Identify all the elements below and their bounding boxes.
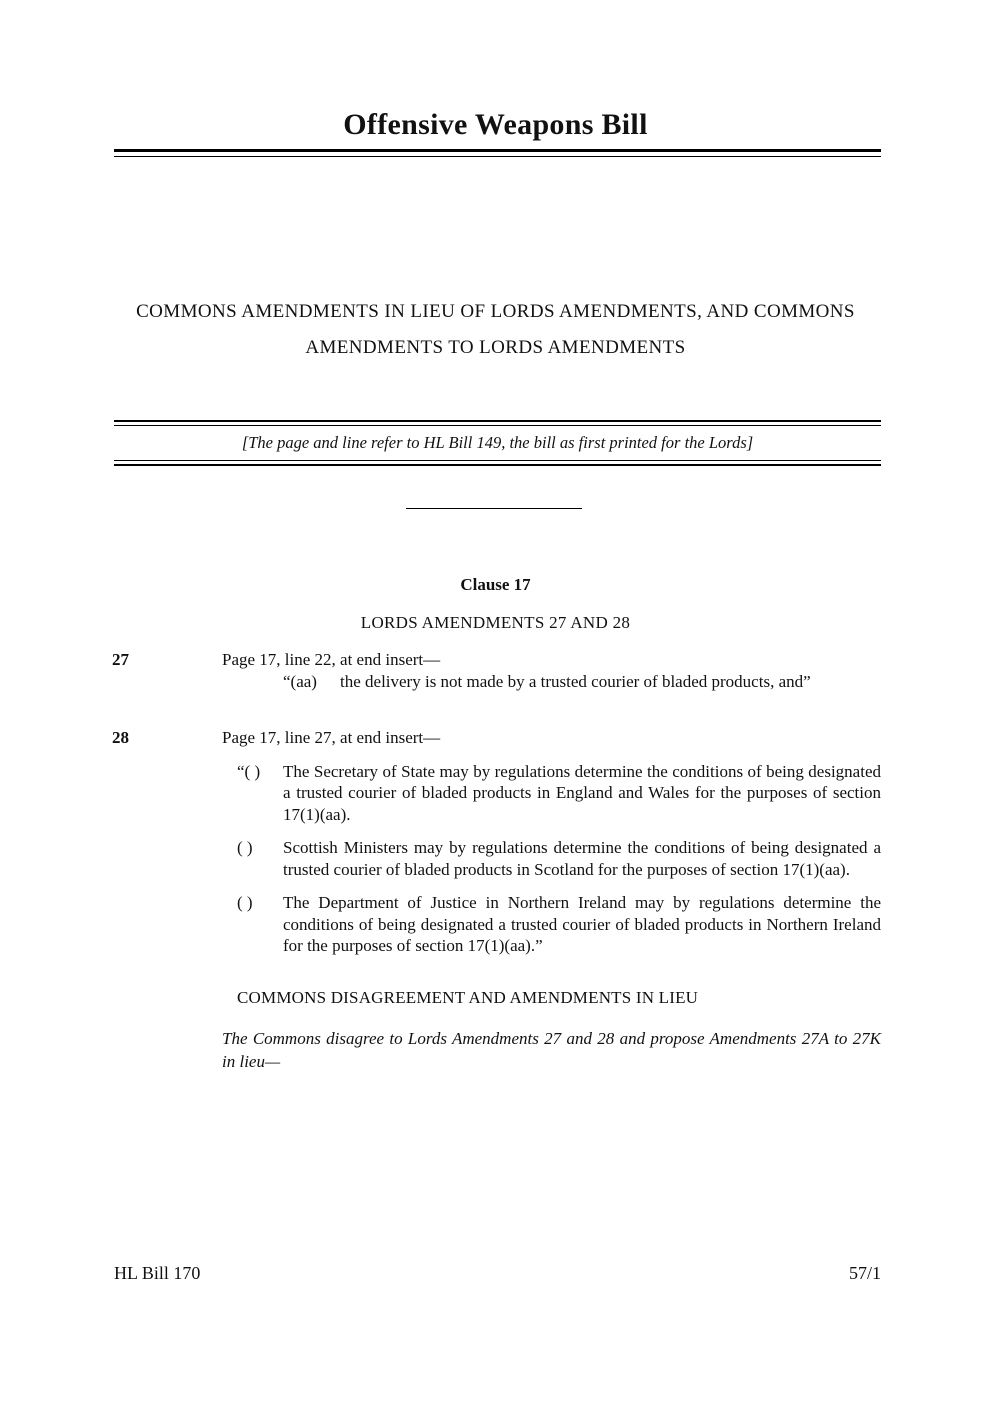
amendment-paragraph <box>222 761 881 826</box>
title-rule-thick <box>114 149 881 152</box>
paragraph-text: Scottish Ministers may by regulations determine the conditions of being designated a trusted courier of bladed products in Scotland for the purposes of section 17(1)(aa). <box>283 838 881 879</box>
subparagraph-marker: “(aa) <box>283 671 317 691</box>
amendment-subparagraph <box>222 671 881 693</box>
paragraph-marker: ( ) <box>237 893 253 912</box>
amendment-intro: Page 17, line 22, at end insert— <box>222 650 441 669</box>
reference-box-rule-bottom-thin <box>114 460 881 461</box>
page-footer <box>114 1263 881 1284</box>
footer-bill-number: HL Bill 170 <box>114 1263 201 1283</box>
section-separator-line <box>406 508 582 509</box>
paragraph-text: The Secretary of State may by regulations determine the conditions of being designated a trusted courier of bladed products in England and Wales for the purposes of section 17(1)(aa). <box>283 761 881 824</box>
paragraph-marker: “( ) <box>237 761 261 781</box>
commons-disagreement-text: The Commons disagree to Lords Amendments 27 and 28 and propose Amendments 27A to 27K in lieu— <box>222 1029 881 1071</box>
paragraph-marker: ( ) <box>237 838 253 857</box>
heading-line-1: COMMONS AMENDMENTS IN LIEU OF LORDS AMENDMENTS, AND COMMONS <box>136 301 855 322</box>
lords-amendments-heading: LORDS AMENDMENTS 27 AND 28 <box>360 613 631 632</box>
commons-disagreement-heading: COMMONS DISAGREEMENT AND AMENDMENTS IN LIEU <box>237 988 699 1007</box>
paragraph-text: The Department of Justice in Northern Ireland may by regulations determine the conditions of being designated a trusted courier of bladed products in Northern Ireland for the purposes of section 17(1)(aa).” <box>283 893 881 955</box>
amendment-body <box>222 649 881 692</box>
title-rule-thin <box>114 156 881 157</box>
reference-note: [The page and line refer to HL Bill 149, the bill as first printed for the Lords] <box>241 433 754 452</box>
amendment-paragraph <box>222 837 881 880</box>
amendment-number: 28 <box>112 728 129 747</box>
subparagraph-text: the delivery is not made by a trusted courier of bladed products, and” <box>340 671 811 691</box>
amendment-28 <box>112 727 881 957</box>
reference-box-rule-top-thick <box>114 420 881 422</box>
reference-box-rule-bottom-thick <box>114 464 881 466</box>
bill-title: Offensive Weapons Bill <box>343 108 648 141</box>
amendment-paragraph <box>222 892 881 957</box>
footer-page-reference: 57/1 <box>848 1263 881 1283</box>
amendment-27 <box>112 649 881 692</box>
amendment-intro: Page 17, line 27, at end insert— <box>222 728 441 747</box>
amendment-number: 27 <box>112 650 129 669</box>
clause-heading: Clause 17 <box>460 575 531 594</box>
reference-note-box <box>114 420 881 466</box>
heading-line-2: AMENDMENTS TO LORDS AMENDMENTS <box>305 337 686 358</box>
amendment-body <box>222 727 881 957</box>
document-heading <box>0 294 991 366</box>
title-rule <box>114 149 881 157</box>
